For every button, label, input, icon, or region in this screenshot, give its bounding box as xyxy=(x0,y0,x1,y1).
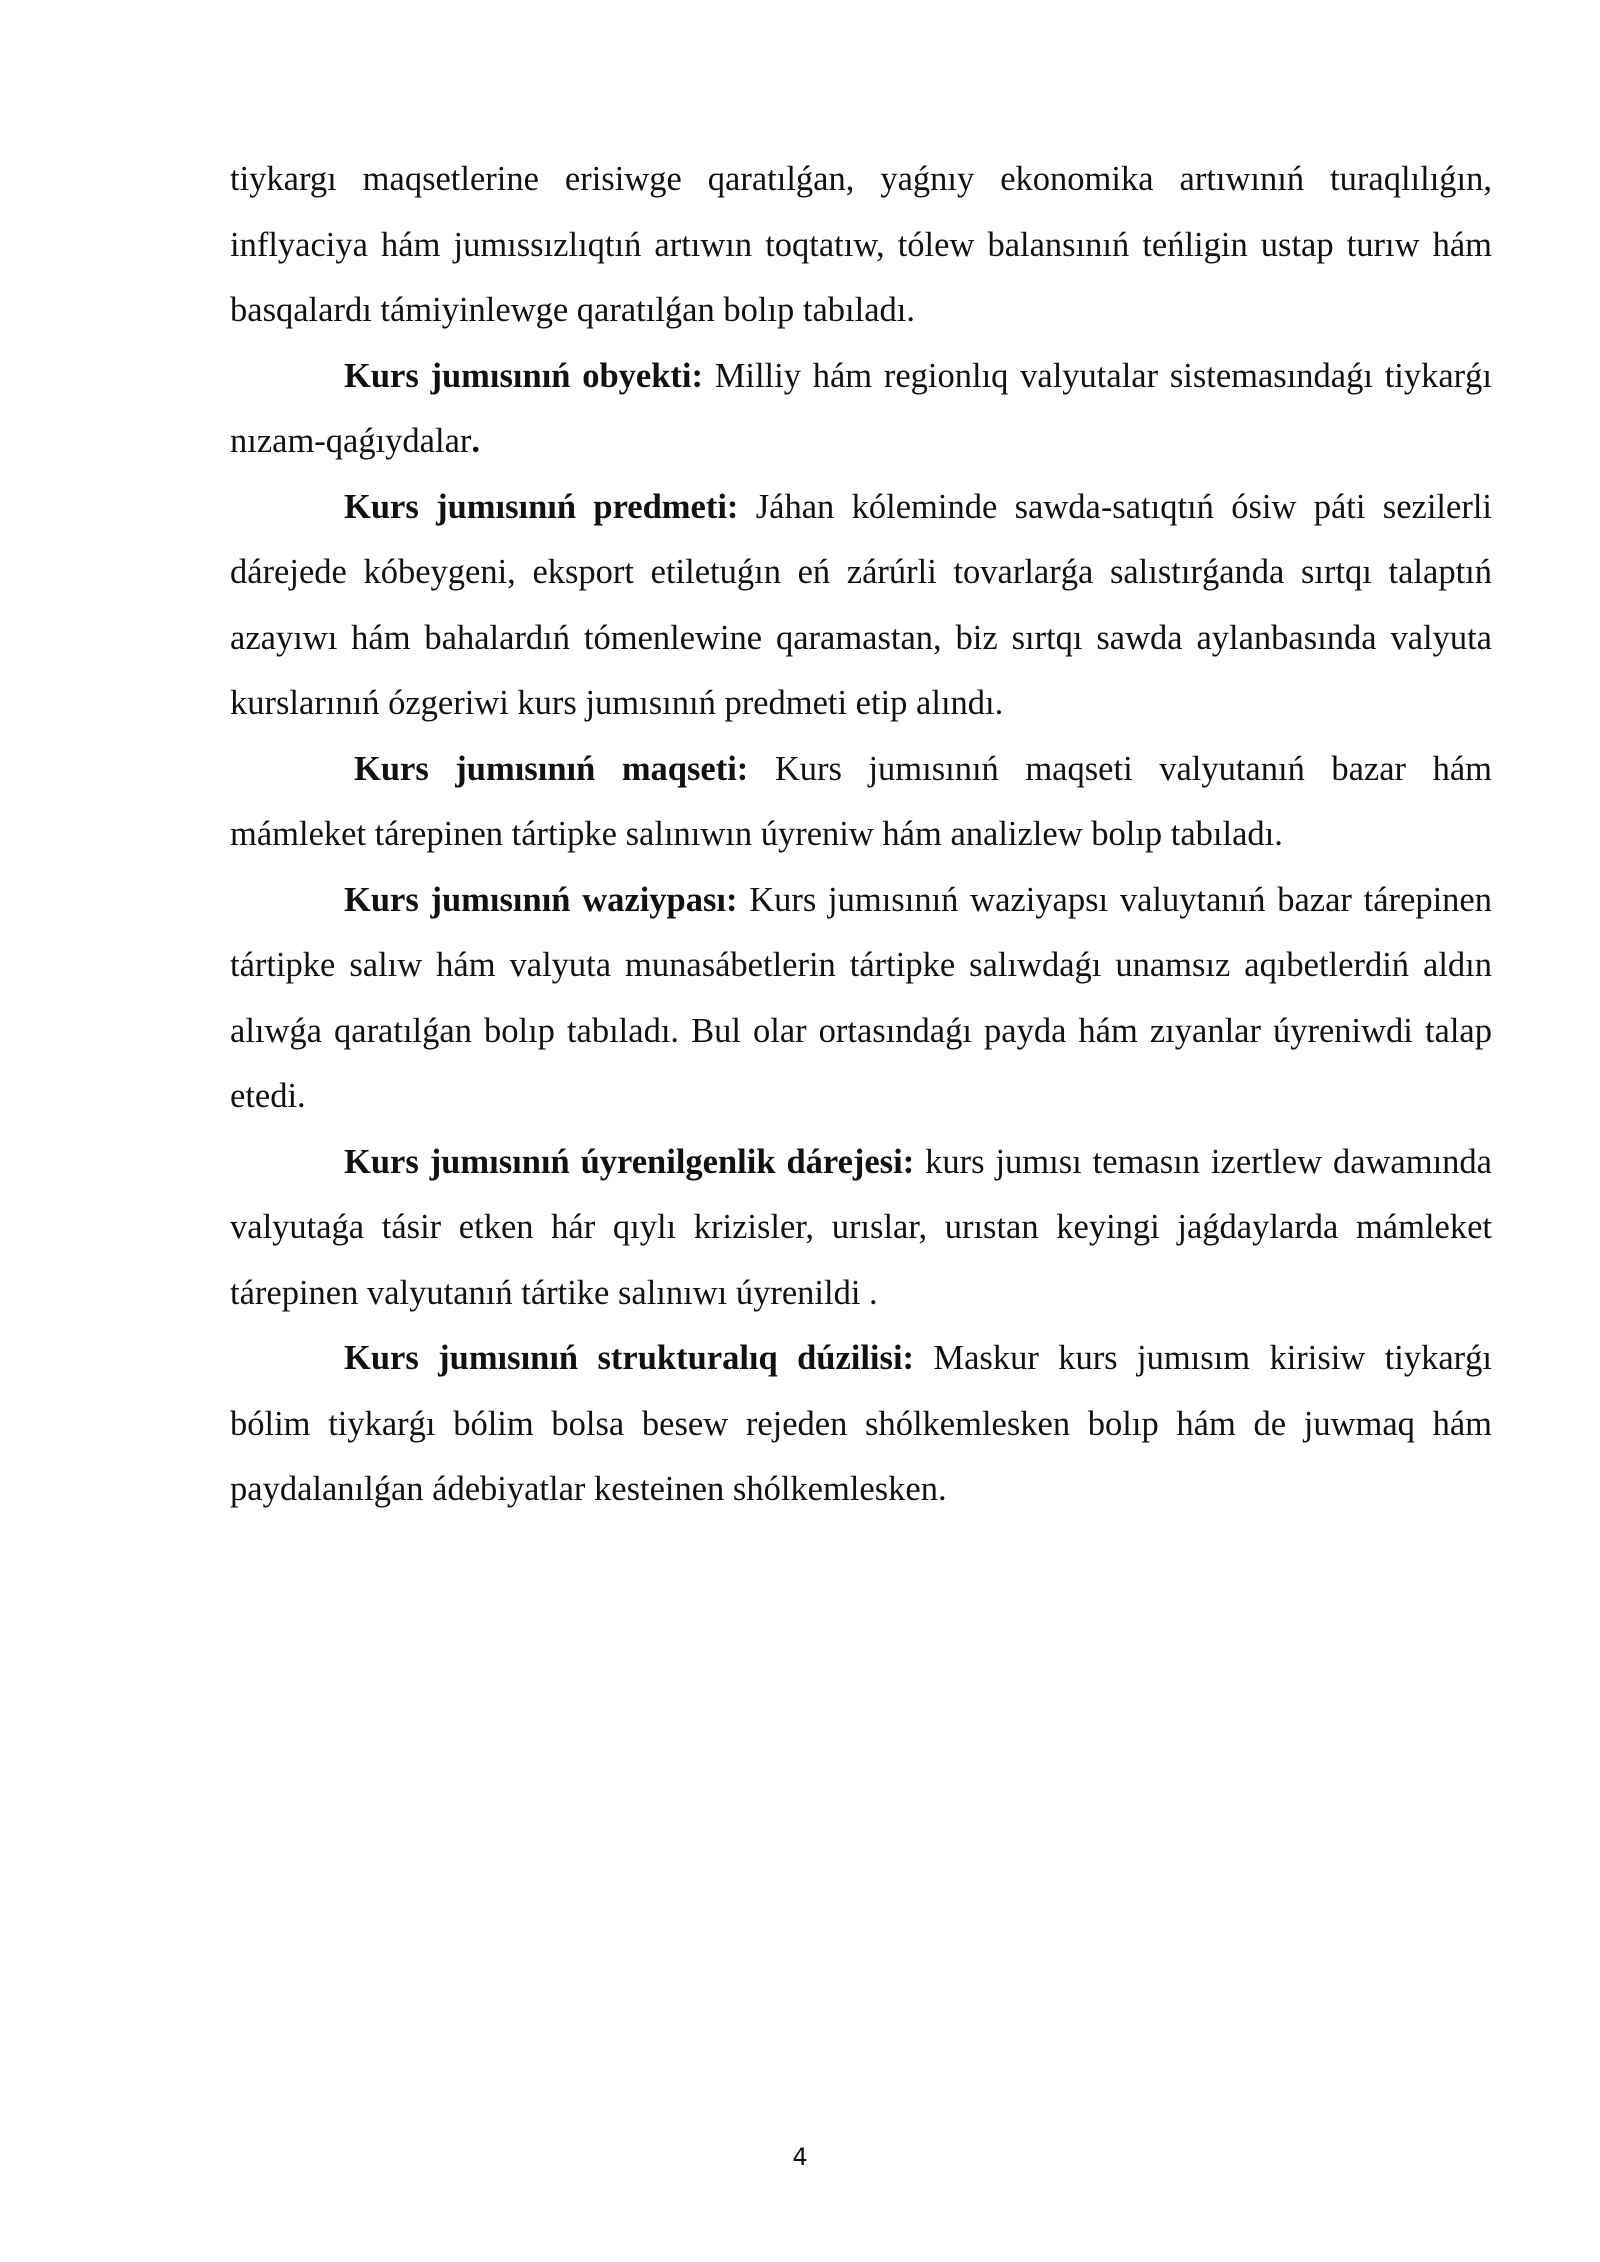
paragraph-intro xyxy=(230,147,1492,344)
paragraph-text: tiykargı maqsetlerine erisiwge qaratılǵan, yaǵnıy ekonomika artıwınıń turaqlılıǵın, inflyaciya hám jumıssızlıqtıń artıwın toqtatıw, tólew balansınıń teńligin ustap turıw hám basqalardı támiyinlewge qaratılǵan bolıp tabıladı. xyxy=(230,160,1492,329)
paragraph-heading: Kurs jumısınıń úyrenilgenlik dárejesi: xyxy=(344,1142,915,1181)
paragraph-text: Kurs jumısınıń waziyapsı valuytanıń bazar tárepinen tártipke salıw hám valyuta munasábetlerin tártipke salıwdaǵı unamsız aqıbetlerdiń aldın alıwǵa qaratılǵan bolıp tabıladı. Bul olar ortasındaǵı payda hám zıyanlar úyreniwdi talap etedi. xyxy=(230,880,1492,1115)
paragraph-heading: Kurs jumısınıń predmeti: xyxy=(344,487,739,526)
paragraph-tasks xyxy=(230,868,1492,1130)
paragraph-tail: . xyxy=(471,422,481,460)
paragraph-heading: Kurs jumısınıń waziypası: xyxy=(344,880,738,919)
paragraph-structure xyxy=(230,1326,1492,1523)
paragraph-text: Kurs jumısınıń maqseti valyutanıń bazar hám mámleket tárepinen tártipke salınıwın úyreniw hám analizlew bolıp tabıladı. xyxy=(230,749,1492,853)
paragraph-text: Jáhan kóleminde sawda-satıqtıń ósiw páti sezilerli dárejede kóbeygeni, eksport etiletuǵın eń zárúrli tovarlarǵa salıstırǵanda sırtqı talaptıń azayıwı hám bahalardıń tómenlewine qaramastan, biz sırtqı sawda aylanbasında valyuta kurslarınıń ózgeriwi kurs jumısınıń predmeti etip alındı. xyxy=(230,487,1492,722)
paragraph-text: kurs jumısı temasın izertlew dawamında valyutaǵa tásir etken hár qıylı krizisler, urıslar, urıstan keyingi jaǵdaylarda mámleket tárepinen valyutanıń tártike salınıwı úyrenildi . xyxy=(230,1142,1492,1312)
paragraph-heading: Kurs jumısınıń strukturalıq dúzilisi: xyxy=(344,1339,915,1377)
paragraph-subject xyxy=(230,475,1492,737)
page-number: 4 xyxy=(792,2143,808,2171)
paragraph-heading: Kurs jumısınıń maqseti: xyxy=(354,749,749,788)
paragraph-text: Milliy hám regionlıq valyutalar sistemasındaǵı tiykarǵı nızam-qaǵıydalar xyxy=(230,356,1493,460)
paragraph-text: Maskur kurs jumısım kirisiw tiykarǵı bólim tiykarǵı bólim bolsa besew rejeden shólkemlesken bolıp hám de juwmaq hám paydalanılǵan ádebiyatlar kesteinen shólkemlesken. xyxy=(230,1339,1492,1508)
paragraph-study-level xyxy=(230,1130,1492,1327)
paragraph-goal xyxy=(230,737,1492,868)
paragraph-object xyxy=(230,344,1492,475)
paragraph-heading: Kurs jumısınıń obyekti: xyxy=(344,356,703,395)
body-text xyxy=(230,147,1492,1523)
